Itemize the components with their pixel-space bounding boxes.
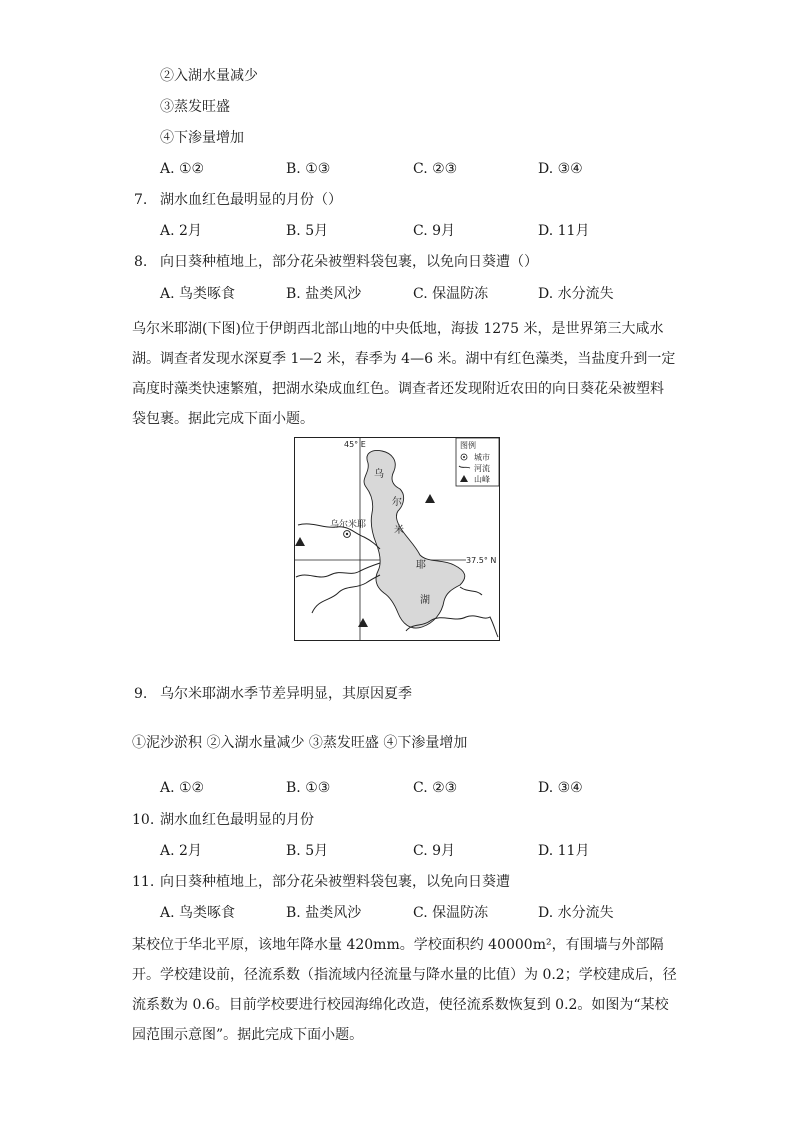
option-c[interactable]: C. 保温防冻 xyxy=(413,905,489,921)
legend-city: 城市 xyxy=(474,453,490,462)
option-c[interactable]: C. ②③ xyxy=(413,780,458,796)
statement-4: ④下渗量增加 xyxy=(160,130,244,146)
option-c[interactable]: C. 9月 xyxy=(413,843,456,859)
question-number: 8. xyxy=(134,254,148,270)
lake-char: 尔 xyxy=(392,497,402,508)
lake-char: 乌 xyxy=(374,469,384,480)
longitude-label: 45° E xyxy=(344,440,366,449)
option-a[interactable]: A. ①② xyxy=(160,161,205,177)
option-a[interactable]: A. 鸟类啄食 xyxy=(160,905,236,921)
question-number: 10. xyxy=(132,812,155,828)
lake-urmia-map xyxy=(294,437,500,641)
reading-passage: 乌尔米耶湖(下图)位于伊朗西北部山地的中央低地，海拔 1275 米，是世界第三大咸水湖。调查者发现水深夏季 1—2 米，春季为 4—6 米。湖中有红色藻类，当盐度升到一定高度时藻类快速繁殖，把湖水染成血红色。调查者还发现附近农田的向日葵花朵被塑料袋包裹。据此完成下面小题。 xyxy=(132,321,676,427)
question-number: 9. xyxy=(134,686,148,702)
legend-peak: 山峰 xyxy=(474,475,490,484)
lake-char: 米 xyxy=(394,525,404,536)
lake-char: 湖 xyxy=(420,595,430,606)
statements-line: ①泥沙淤积 ②入湖水量减少 ③蒸发旺盛 ④下渗量增加 xyxy=(132,735,468,751)
option-a[interactable]: A. 鸟类啄食 xyxy=(160,286,236,302)
reading-passage: 某校位于华北平原，该地年降水量 420mm。学校面积约 40000m²，有围墙与外部隔开。学校建设前，径流系数（指流域内径流量与降水量的比值）为 0.2；学校建成后，径流系数为 0.6。目前学校要进行校园海绵化改造，使径流系数恢复到 0.2。如图为“某校园范围示意图”。据此完成下面小题。 xyxy=(132,937,677,1043)
option-b[interactable]: B. 盐类风沙 xyxy=(286,286,362,302)
question-number: 11. xyxy=(132,874,155,890)
option-d[interactable]: D. 11月 xyxy=(538,223,590,239)
option-c[interactable]: C. ②③ xyxy=(413,161,458,177)
legend-river: 河流 xyxy=(474,464,490,473)
option-b[interactable]: B. ①③ xyxy=(286,780,331,796)
option-d[interactable]: D. ③④ xyxy=(538,780,583,796)
question-text: 湖水血红色最明显的月份（） xyxy=(160,192,342,208)
question-number: 7. xyxy=(134,192,148,208)
option-b[interactable]: B. 5月 xyxy=(286,223,329,239)
option-a[interactable]: A. ①② xyxy=(160,780,205,796)
option-a[interactable]: A. 2月 xyxy=(160,843,202,859)
legend-title: 图例 xyxy=(460,441,476,450)
question-text: 向日葵种植地上，部分花朵被塑料袋包裹，以免向日葵遭 xyxy=(160,874,510,890)
statement-2: ②入湖水量减少 xyxy=(160,68,258,84)
question-text: 湖水血红色最明显的月份 xyxy=(160,812,314,828)
option-c[interactable]: C. 9月 xyxy=(413,223,456,239)
latitude-label: 37.5° N xyxy=(466,556,497,565)
legend xyxy=(456,438,499,486)
option-b[interactable]: B. 5月 xyxy=(286,843,329,859)
option-b[interactable]: B. ①③ xyxy=(286,161,331,177)
option-d[interactable]: D. 水分流失 xyxy=(538,905,614,921)
city-label: 乌尔米耶 xyxy=(330,520,367,530)
question-text: 乌尔米耶湖水季节差异明显，其原因夏季 xyxy=(160,686,412,702)
question-text: 向日葵种植地上，部分花朵被塑料袋包裹，以免向日葵遭（） xyxy=(160,254,538,270)
option-b[interactable]: B. 盐类风沙 xyxy=(286,905,362,921)
option-d[interactable]: D. 11月 xyxy=(538,843,590,859)
option-c[interactable]: C. 保温防冻 xyxy=(413,286,489,302)
option-a[interactable]: A. 2月 xyxy=(160,223,202,239)
option-d[interactable]: D. ③④ xyxy=(538,161,583,177)
lake-char: 耶 xyxy=(416,560,426,571)
option-d[interactable]: D. 水分流失 xyxy=(538,286,614,302)
statement-3: ③蒸发旺盛 xyxy=(160,99,230,115)
